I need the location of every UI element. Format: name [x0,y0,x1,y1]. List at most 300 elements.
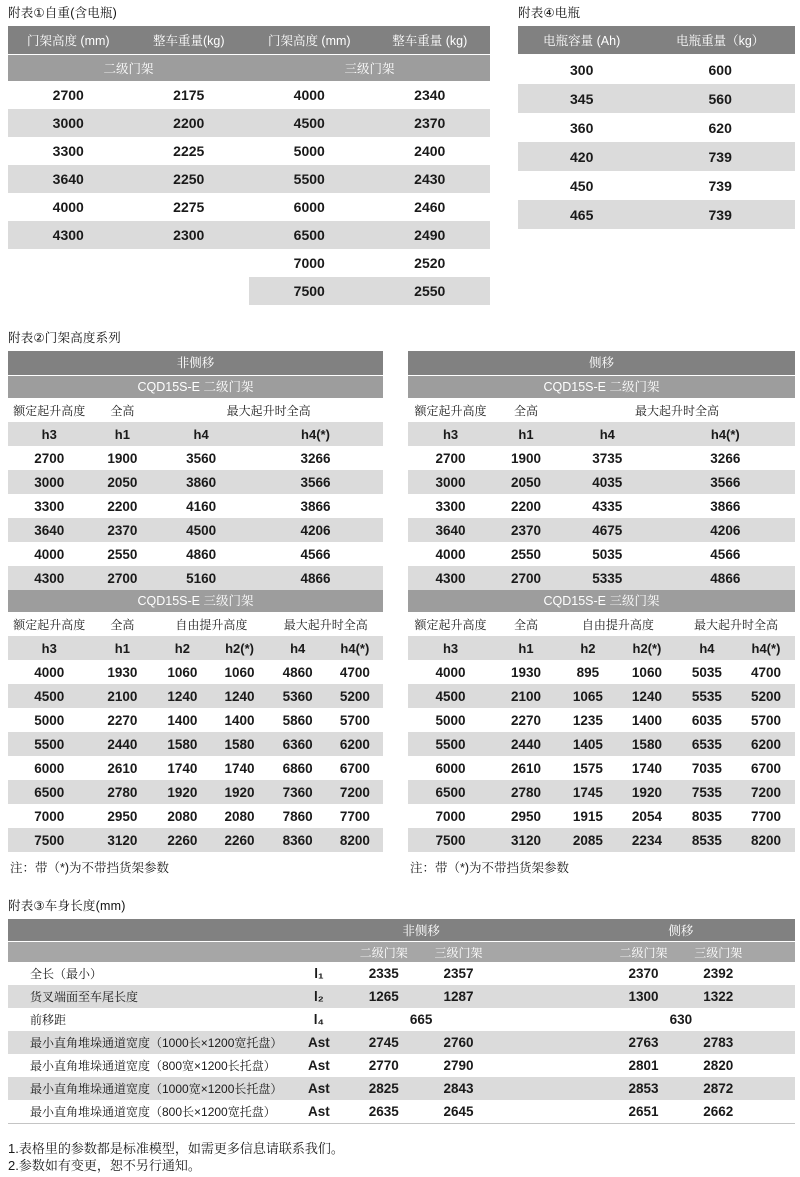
sym-h4-star: h4(*) [248,422,383,446]
header-spacer [496,919,606,942]
table-cell: Ast [308,1104,330,1119]
table-cell: 1265 [346,985,421,1008]
table-cell: 4206 [248,518,383,542]
table-cell: 3566 [248,470,383,494]
table-cell: 4866 [656,566,795,590]
table-cell: 3300 [34,498,65,514]
header-rated-lift: 额定起升高度 [408,612,493,636]
table-cell: 3000 [408,470,493,494]
table-row [408,684,795,708]
table-cell: 2745 [346,1031,421,1054]
table-cell: 3735 [592,450,623,466]
table-cell: 1322 [681,985,756,1008]
battery-table [518,26,795,229]
table-row [8,193,490,221]
sym-h1: h1 [91,636,155,660]
header-spacer [8,942,291,963]
table-cell: 2370 [91,518,155,542]
table-cell: 4035 [559,470,656,494]
table-cell: 6535 [677,732,737,756]
table-cell [756,962,795,985]
battery-section [518,5,795,229]
sym-h3: h3 [408,636,493,660]
sym-h2: h2 [559,636,617,660]
table-cell: 4300 [8,221,129,249]
self-weight-header-row [8,26,490,55]
table-cell: 1740 [167,760,198,776]
table-cell: l₂ [291,985,346,1008]
table-cell: 2175 [173,87,205,103]
table-cell: 560 [645,84,795,113]
panel-model-duplex-bar: CQD15S-E 二级门架 [408,376,795,398]
table-cell [8,277,129,305]
table-cell: 4860 [186,546,217,562]
duplex-mast-table [408,398,795,590]
table-cell: 1400 [224,712,255,728]
table-cell: Ast [308,1058,330,1073]
table-cell: 300 [570,61,594,78]
table-cell: 2550 [370,277,491,305]
table-cell: 4335 [592,498,623,514]
table-cell: 5500 [408,732,493,756]
table-cell: 2490 [370,221,491,249]
panel-model-duplex-bar: CQD15S-E 二级门架 [8,376,383,398]
table-cell [756,1008,795,1031]
table-cell: 4000 [293,87,325,103]
table-cell: 1060 [167,664,198,680]
table-cell: 6860 [282,760,313,776]
header-rated-lift: 额定起升高度 [408,398,493,422]
table-cell: 3120 [493,828,559,852]
table-row [8,81,490,109]
table-cell: 6500 [408,780,493,804]
table-cell [129,277,250,305]
table-cell [756,1031,795,1054]
table-cell: 2080 [167,808,198,824]
table-cell: 8035 [691,808,722,824]
table-row [8,708,383,732]
table-row [8,780,383,804]
mast-note: 注：带（*)为不带挡货架参数 [410,861,570,875]
table-cell: 5160 [154,566,248,590]
table-cell: 7500 [8,828,91,852]
table-cell: 2200 [510,498,542,514]
table-cell: 2430 [370,165,491,193]
table-cell: 2460 [414,199,446,215]
self-weight-group-row [8,55,490,82]
table-row [8,756,383,780]
header-max-lift-height: 最大起升时全高 [559,398,795,422]
sym-h4: h4 [269,636,327,660]
table-cell: 2760 [421,1031,496,1054]
table-cell: 1915 [572,808,603,824]
table-cell: 全长（最小） [30,967,103,981]
table-row [8,660,383,684]
table-cell: 8200 [327,828,383,852]
table-cell: 4866 [248,566,383,590]
table-cell: 6000 [293,199,325,215]
table-cell: 最小直角堆垛通道宽度（800宽×1200长托盘） [30,1059,276,1073]
group-header-sideshift: 侧移 [606,919,756,942]
table-row [518,142,795,171]
table-row [8,962,795,985]
table-cell: 4500 [249,109,370,137]
table-cell: 5500 [249,165,370,193]
triplex-body [408,660,795,852]
table-cell: 6200 [327,732,383,756]
header-max-lift-height: 最大起升时全高 [677,612,795,636]
table-cell: 4700 [339,664,370,680]
table-cell: 1580 [154,732,210,756]
table-cell: 2085 [559,828,617,852]
table-cell: 最小直角堆垛通道宽度（800长×1200宽托盘） [30,1105,276,1119]
table-cell: 2635 [368,1104,399,1119]
table-cell: 1740 [631,760,662,776]
table-cell: 1400 [167,712,198,728]
table-cell: Ast [291,1077,346,1100]
table-cell: 2950 [107,808,138,824]
table-cell: 7860 [282,808,313,824]
table-cell: 665 [409,1012,433,1027]
header-spacer [8,919,346,942]
table-cell: 3000 [8,109,129,137]
self-weight-section [8,5,490,305]
table-cell: 3640 [8,518,91,542]
table-cell: 2250 [129,165,250,193]
table-cell: 1920 [154,780,210,804]
table-cell: 895 [576,664,600,680]
table-row [8,1008,795,1031]
table-cell [496,985,606,1008]
header-free-lift: 自由提升高度 [154,612,268,636]
col-header-mast-height-2: 门架高度 (mm) [249,26,370,55]
table-cell: 2260 [154,828,210,852]
table-cell: 2843 [421,1077,496,1100]
sym-h4: h4 [559,422,656,446]
table-cell: 600 [708,61,732,78]
table-cell: 420 [518,142,645,171]
table-cell: 7035 [691,760,722,776]
table-cell: 4566 [300,546,331,562]
table-cell: 2234 [617,828,677,852]
footnotes [8,1140,608,1174]
table-cell: 2645 [443,1104,474,1119]
sym-h1: h1 [493,422,559,446]
table-cell: 3866 [300,498,331,514]
header-spacer [756,919,795,942]
table-cell: 4500 [8,684,91,708]
body-length-group-row [8,919,795,942]
table-cell: 1900 [510,450,542,466]
table-cell: 2825 [346,1077,421,1100]
table-cell: 1060 [631,664,662,680]
table-cell: 1580 [211,732,269,756]
table-row [408,708,795,732]
battery-title: 附表④电瓶 [518,6,581,20]
table-cell: 739 [645,142,795,171]
table-cell [8,249,129,277]
table-cell: 4675 [559,518,656,542]
table-cell: 1235 [572,712,603,728]
table-row [8,732,383,756]
table-cell [496,1077,606,1100]
table-cell: 4000 [34,546,65,562]
battery-header-row [518,26,795,55]
self-weight-table [8,26,490,305]
table-cell: 2100 [493,684,559,708]
table-cell: 2225 [173,143,205,159]
triplex-symbol-row [8,636,383,660]
header-max-lift-height: 最大起升时全高 [269,612,383,636]
sym-h3: h3 [8,636,91,660]
table-cell: 2950 [510,808,542,824]
table-cell: 3566 [656,470,795,494]
table-cell: 2801 [628,1058,659,1073]
sym-h4-star: h4(*) [737,636,795,660]
table-cell: 1900 [107,450,138,466]
panel-model-triplex-bar: CQD15S-E 三级门架 [408,590,795,612]
header-spacer [496,942,606,963]
header-rated-lift: 额定起升高度 [8,612,91,636]
sym-h2: h2 [154,636,210,660]
battery-body [518,55,795,230]
table-cell: 5035 [691,664,722,680]
body-length-subheader-row [8,942,795,963]
table-cell: 5000 [34,712,65,728]
table-cell: 1240 [211,684,269,708]
footnote-2: 2.参数如有变更，恕不另行通知。 [8,1158,201,1173]
table-cell: 2780 [91,780,155,804]
table-row [408,780,795,804]
table-cell: 8200 [737,828,795,852]
header-overall-height: 全高 [493,398,559,422]
table-cell: 7000 [435,808,466,824]
sym-h2-star: h2(*) [211,636,269,660]
table-cell: 2370 [370,109,491,137]
table-cell: 7535 [677,780,737,804]
table-cell: 5200 [737,684,795,708]
table-cell: 2400 [414,143,446,159]
table-cell: 2763 [606,1031,681,1054]
table-cell: 630 [669,1012,693,1027]
table-cell: 5000 [435,712,466,728]
table-cell [496,1054,606,1077]
panel-name-bar: 侧移 [408,351,795,376]
table-cell [496,1031,606,1054]
table-cell: 1745 [559,780,617,804]
table-cell: 3560 [186,450,217,466]
triplex-names-row [8,612,383,636]
table-cell: 4860 [282,664,313,680]
sym-h4-star: h4(*) [327,636,383,660]
table-cell: 2783 [681,1031,756,1054]
table-cell: 3120 [91,828,155,852]
table-cell: 2357 [443,966,474,981]
table-cell: 8535 [677,828,737,852]
group-header-non-sideshift: 非侧移 [346,919,496,942]
mast-note: 注：带（*)为不带挡货架参数 [10,861,170,875]
table-cell: 7500 [408,828,493,852]
table-cell: 2610 [107,760,138,776]
table-row [8,249,490,277]
triplex-mast-table [408,612,795,852]
table-cell: 5200 [327,684,383,708]
table-cell: l₁ [314,966,324,981]
table-cell: 1240 [617,684,677,708]
table-cell: 4566 [710,546,741,562]
table-cell: 最小直角堆垛通道宽度（1000宽×1200长托盘） [8,1077,291,1100]
table-row [408,756,795,780]
table-cell: 3866 [710,498,741,514]
table-row [408,518,795,542]
table-cell: 2392 [703,966,734,981]
body-length-table [8,919,795,1124]
table-cell: 2651 [628,1104,659,1119]
triplex-mast-table [8,612,383,852]
sub-header-duplex: 二级门架 [606,942,681,963]
table-cell: 2370 [493,518,559,542]
body-length-section [8,898,795,1124]
table-row [408,566,795,590]
self-weight-title: 附表①自重(含电瓶) [8,6,118,20]
table-row [518,171,795,200]
table-cell: 2270 [107,712,138,728]
table-cell: 2610 [510,760,542,776]
table-cell: 5035 [592,546,623,562]
table-cell: 1920 [211,780,269,804]
table-cell: 1240 [154,684,210,708]
table-cell: 4500 [154,518,248,542]
table-cell: 2700 [493,566,559,590]
table-row [518,200,795,229]
table-cell: 6000 [34,760,65,776]
header-max-lift-height: 最大起升时全高 [154,398,383,422]
sub-header-duplex: 二级门架 [346,942,421,963]
table-cell [756,1100,795,1124]
sym-h4-star: h4(*) [656,422,795,446]
table-row [408,828,795,852]
col-header-mast-height: 门架高度 (mm) [8,26,129,55]
table-row [408,470,795,494]
table-cell: 2440 [91,732,155,756]
table-cell: 2200 [129,109,250,137]
table-cell: 1405 [559,732,617,756]
table-cell: 4500 [408,684,493,708]
table-cell: 450 [570,177,594,194]
table-cell: 1287 [421,985,496,1008]
table-cell: 3266 [300,450,331,466]
table-row [8,494,383,518]
table-cell [496,1100,606,1124]
table-cell [756,1054,795,1077]
duplex-names-row [408,398,795,422]
duplex-names-row [8,398,383,422]
table-cell: 4000 [435,546,466,562]
panel-model-triplex-bar: CQD15S-E 三级门架 [8,590,383,612]
table-row [8,446,383,470]
table-cell: 1575 [572,760,603,776]
table-cell: 5700 [339,712,370,728]
table-cell [756,985,795,1008]
triplex-symbol-row [408,636,795,660]
table-row [8,109,490,137]
table-cell: 2780 [493,780,559,804]
table-cell: 6035 [691,712,722,728]
table-cell [129,249,250,277]
table-row [518,113,795,142]
table-cell: 5500 [8,732,91,756]
table-row [8,828,383,852]
sub-header-triplex: 三级门架 [681,942,756,963]
col-header-truck-weight-2: 整车重量 (kg) [370,26,491,55]
table-row [8,566,383,590]
table-cell: 2335 [368,966,399,981]
duplex-symbol-row [8,422,383,446]
table-cell: 1060 [224,664,255,680]
table-cell: 2700 [52,87,84,103]
table-cell: 1930 [107,664,138,680]
table-cell: 2872 [681,1077,756,1100]
sym-h1: h1 [493,636,559,660]
table-cell: 1065 [559,684,617,708]
table-row [408,804,795,828]
table-cell: 7200 [737,780,795,804]
table-cell: 3000 [8,470,91,494]
table-row [8,1100,795,1124]
table-cell: Ast [291,1031,346,1054]
header-overall-height: 全高 [91,612,155,636]
table-cell: 7360 [269,780,327,804]
table-cell: 3640 [8,165,129,193]
table-cell: 5000 [293,143,325,159]
table-cell [496,1008,606,1031]
table-cell: 6360 [269,732,327,756]
table-cell [496,962,606,985]
sub-header-triplex: 三级门架 [421,942,496,963]
table-cell: 7000 [293,255,325,271]
table-row [8,542,383,566]
table-cell: 前移距 [30,1013,67,1027]
triplex-body [8,660,383,852]
table-row [8,165,490,193]
self-weight-body [8,81,490,305]
header-free-lift: 自由提升高度 [559,612,677,636]
table-cell: 6700 [339,760,370,776]
table-cell [756,1077,795,1100]
table-cell: 1740 [224,760,255,776]
duplex-mast-table [8,398,383,590]
panel-non-sideshift [8,351,383,876]
table-cell: 6500 [249,221,370,249]
table-cell: 2080 [224,808,255,824]
table-cell: 1920 [617,780,677,804]
table-row [8,985,795,1008]
sym-h4: h4 [154,422,248,446]
table-cell: 7700 [339,808,370,824]
table-cell: 4206 [656,518,795,542]
table-cell: 1400 [631,712,662,728]
col-header-truck-weight: 整车重量(kg) [129,26,250,55]
header-spacer [756,942,795,963]
group-header-triplex: 三级门架 [249,55,490,82]
header-overall-height: 全高 [91,398,155,422]
table-cell: 2820 [703,1058,734,1073]
table-cell: 3300 [52,143,84,159]
table-cell: 360 [570,119,594,136]
table-cell: 最小直角堆垛通道宽度（1000长×1200宽托盘） [8,1031,291,1054]
table-cell: 1580 [617,732,677,756]
table-cell: 7000 [34,808,65,824]
